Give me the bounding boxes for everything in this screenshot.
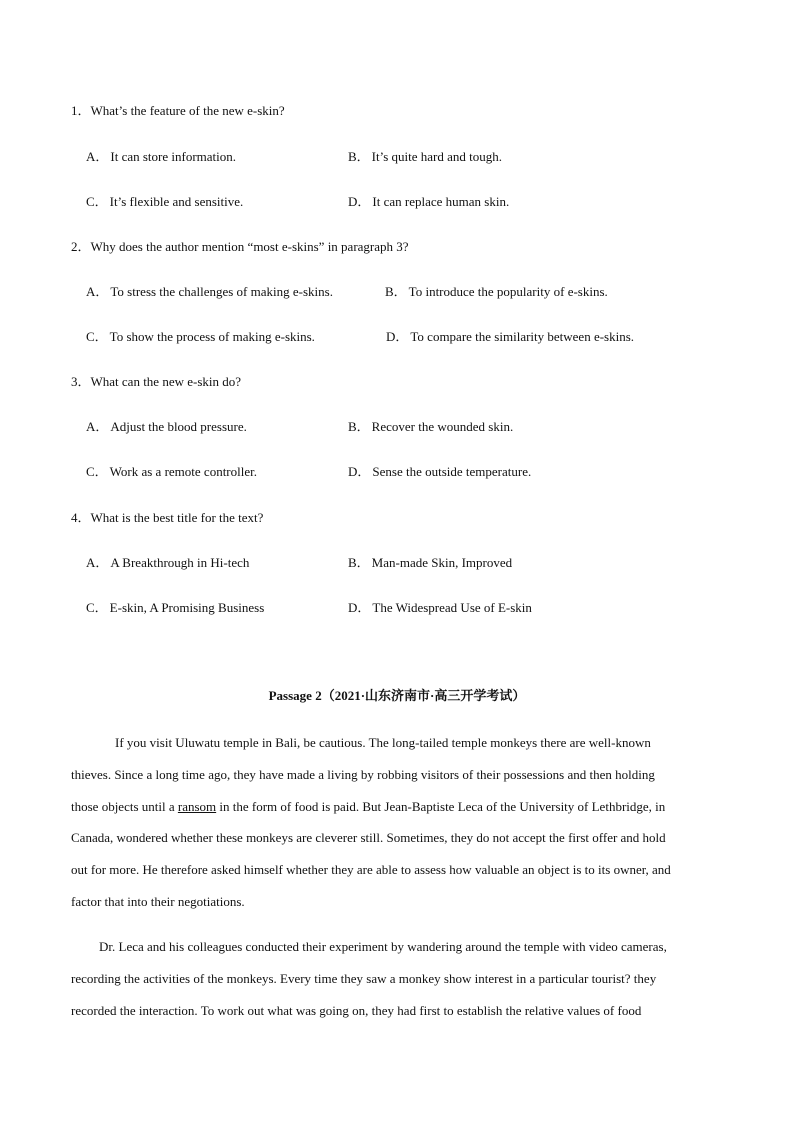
option-text: To introduce the popularity of e-skins. [408,284,608,299]
option-letter: A． [86,555,109,570]
option-letter: D． [348,194,371,209]
question-2-option-d [386,329,634,345]
option-text: A Breakthrough in Hi-tech [110,555,250,570]
question-4-option-d [348,600,532,616]
question-4-option-a [86,555,249,571]
question-4-stem: 4．What is the best title for the text? [71,510,264,525]
question-3-option-d [348,464,531,480]
passage-paragraph-1 [71,727,721,918]
option-letter: A． [86,284,109,299]
question-2-option-c [86,329,315,345]
option-text: Work as a remote controller. [109,464,257,479]
passage-paragraph-2 [71,931,721,1026]
option-letter: C． [86,600,108,615]
option-text: To show the process of making e-skins. [109,329,315,344]
question-1-stem: 1．What’s the feature of the new e-skin? [71,103,285,118]
question-2-stem: 2．Why does the author mention “most e-skins” in paragraph 3? [71,239,409,254]
option-text: It can replace human skin. [372,194,510,209]
paragraph-line: out for more. He therefore asked himself whether they are able to assess how valuable an object is to its owner, and [71,862,671,878]
option-letter: C． [86,194,108,209]
option-letter: A． [86,149,109,164]
option-letter: D． [348,600,371,615]
option-text: The Widespread Use of E-skin [372,600,532,615]
option-text: Recover the wounded skin. [371,419,514,434]
paragraph-line: factor that into their negotiations. [71,893,245,909]
question-2-option-b [385,284,608,300]
option-text: It’s quite hard and tough. [371,149,503,164]
question-4-option-c [86,600,264,616]
option-letter: B． [348,555,370,570]
option-letter: C． [86,464,108,479]
question-4-option-b [348,555,512,571]
line-text: those objects until a [71,798,178,814]
paragraph-line: recorded the interaction. To work out what was going on, they had first to establish the relative values of food [71,1002,642,1018]
question-1-option-b [348,149,502,165]
line-text: in the form of food is paid. But Jean-Baptiste Leca of the University of Lethbridge, in [216,798,666,814]
option-letter: B． [348,419,370,434]
option-text: Sense the outside temperature. [372,464,532,479]
question-2-option-a [86,284,333,300]
option-text: E-skin, A Promising Business [109,600,265,615]
option-text: Man-made Skin, Improved [371,555,513,570]
option-text: To stress the challenges of making e-skins. [110,284,333,299]
option-letter: B． [348,149,370,164]
option-text: It’s flexible and sensitive. [109,194,244,209]
paragraph-line: Dr. Leca and his colleagues conducted their experiment by wandering around the temple with video cameras, [99,939,667,954]
question-3-option-b [348,419,513,435]
paragraph-line-with-vocab [71,791,721,823]
question-3-stem: 3．What can the new e-skin do? [71,374,242,389]
paragraph-line: thieves. Since a long time ago, they have made a living by robbing visitors of their possessions and then holding [71,766,655,782]
option-letter: D． [386,329,409,344]
option-text: Adjust the blood pressure. [110,419,247,434]
paragraph-line: recording the activities of the monkeys. Every time they saw a monkey show interest in a particular tourist? they [71,970,657,986]
paragraph-line: Canada, wondered whether these monkeys are cleverer still. Sometimes, they do not accept the first offer and hold [71,830,666,846]
option-letter: C． [86,329,108,344]
paragraph-line: If you visit Uluwatu temple in Bali, be cautious. The long-tailed temple monkeys there are well-known [115,735,651,750]
underlined-vocab-word: ransom [177,798,217,814]
question-1-option-a [86,149,236,165]
question-1-option-d [348,194,509,210]
option-text: To compare the similarity between e-skins. [410,329,635,344]
option-text: It can store information. [110,149,237,164]
option-letter: D． [348,464,371,479]
question-3-option-a [86,419,247,435]
option-letter: B． [385,284,407,299]
option-letter: A． [86,419,109,434]
passage-title: Passage 2（2021·山东济南市·高三开学考试） [268,688,526,703]
question-3-option-c [86,464,257,480]
question-1-option-c [86,194,243,210]
